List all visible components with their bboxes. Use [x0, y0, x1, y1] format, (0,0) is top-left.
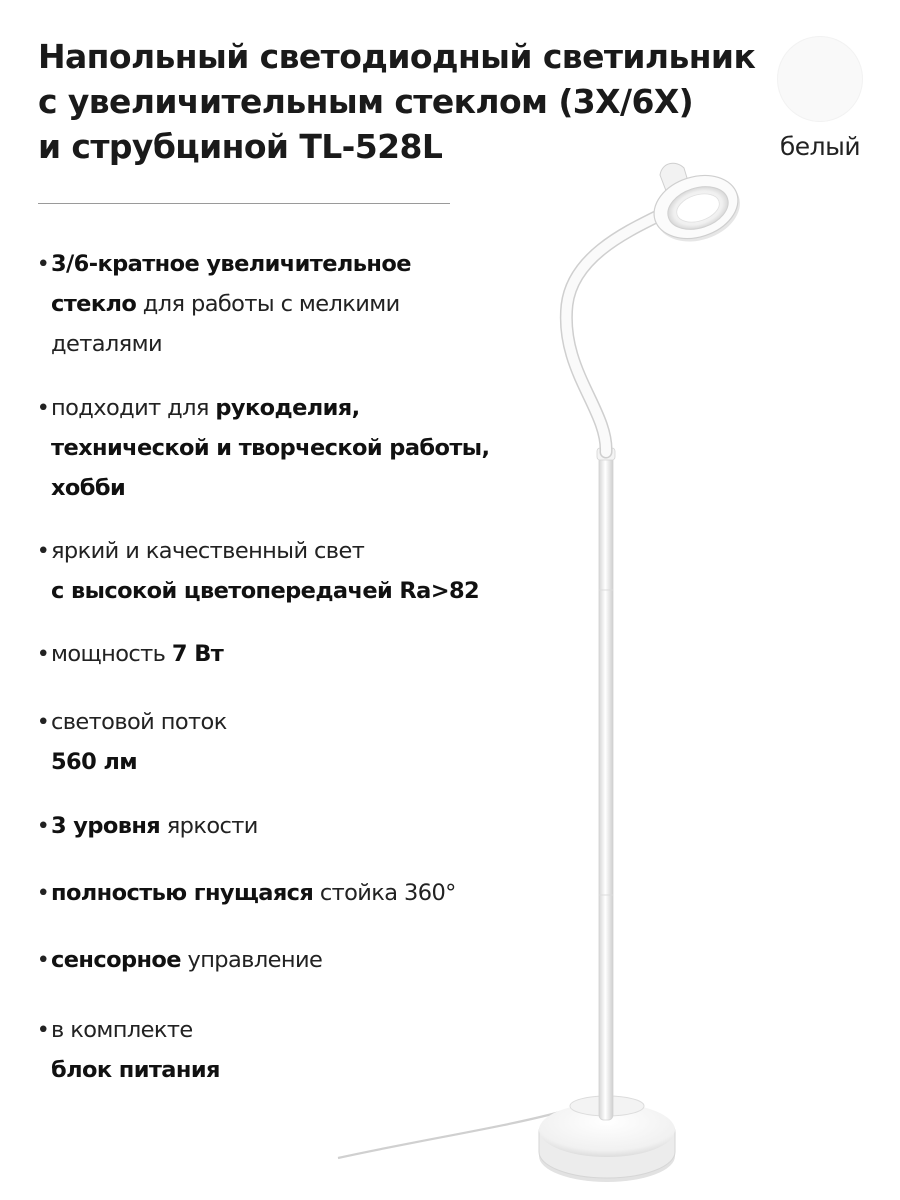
feature-item [36, 531, 506, 611]
feature-text: яркости [160, 813, 258, 839]
feature-line [36, 468, 506, 508]
feature-text-bold: с высокой цветопередачей Ra>82 [51, 578, 480, 604]
feature-line [36, 531, 506, 571]
feature-text-bold: хобби [51, 475, 126, 501]
power-cable [338, 1112, 560, 1158]
feature-text: стойка 360° [313, 880, 456, 906]
feature-text-bold: 3 уровня [51, 813, 161, 839]
feature-text: подходит для [51, 395, 216, 421]
feature-line [36, 428, 506, 468]
feature-text-bold: 7 Вт [171, 641, 224, 667]
feature-line [36, 388, 506, 428]
feature-line [36, 1050, 506, 1090]
feature-line [36, 1010, 506, 1050]
feature-text-bold: блок питания [51, 1057, 220, 1083]
feature-text-bold: 3/6-кратное увеличительное [51, 251, 411, 277]
feature-line [36, 702, 506, 742]
title-line-2: с увеличительным стеклом (3X/6X) [38, 82, 694, 121]
feature-line [36, 324, 506, 364]
feature-text-bold: 560 лм [51, 749, 138, 775]
feature-text: яркий и качественный свет [51, 538, 365, 564]
color-swatch-label: белый [779, 132, 861, 161]
feature-line [36, 873, 506, 913]
bullet-marker: • [36, 251, 50, 277]
feature-item [36, 634, 506, 674]
feature-line [36, 284, 506, 324]
feature-text-bold: рукоделия, [215, 395, 360, 421]
title-line-1: Напольный светодиодный светильник [38, 37, 756, 76]
feature-text: для работы с мелкими [136, 291, 400, 317]
feature-line [36, 940, 506, 980]
title-line-3: и струбциной TL-528L [38, 127, 443, 166]
feature-line [36, 806, 506, 846]
feature-item [36, 806, 506, 846]
feature-item [36, 388, 506, 508]
feature-text: деталями [51, 331, 163, 357]
magnifier-head [646, 163, 748, 252]
bullet-marker: • [36, 1017, 50, 1043]
bullet-marker: • [36, 395, 50, 421]
feature-text: световой поток [51, 709, 227, 735]
bullet-marker: • [36, 538, 50, 564]
bullet-marker: • [36, 709, 50, 735]
feature-item [36, 940, 506, 980]
bullet-marker: • [36, 947, 50, 973]
feature-text-bold: полностью гнущаяся [51, 880, 314, 906]
feature-item [36, 702, 506, 782]
feature-text: в комплекте [51, 1017, 193, 1043]
flexible-gooseneck [566, 213, 664, 452]
feature-line [36, 244, 506, 284]
feature-item [36, 1010, 506, 1090]
feature-text-bold: сенсорное [51, 947, 181, 973]
feature-text-bold: стекло [51, 291, 137, 317]
feature-text-bold: технической и творческой работы, [51, 435, 490, 461]
bullet-marker: • [36, 813, 50, 839]
lamp-pole [597, 448, 615, 1120]
feature-item [36, 244, 506, 364]
feature-line [36, 742, 506, 782]
feature-item [36, 873, 506, 913]
feature-text: управление [180, 947, 323, 973]
feature-line [36, 634, 506, 674]
feature-line [36, 571, 506, 611]
bullet-marker: • [36, 641, 50, 667]
bullet-marker: • [36, 880, 50, 906]
feature-text: мощность [51, 641, 172, 667]
